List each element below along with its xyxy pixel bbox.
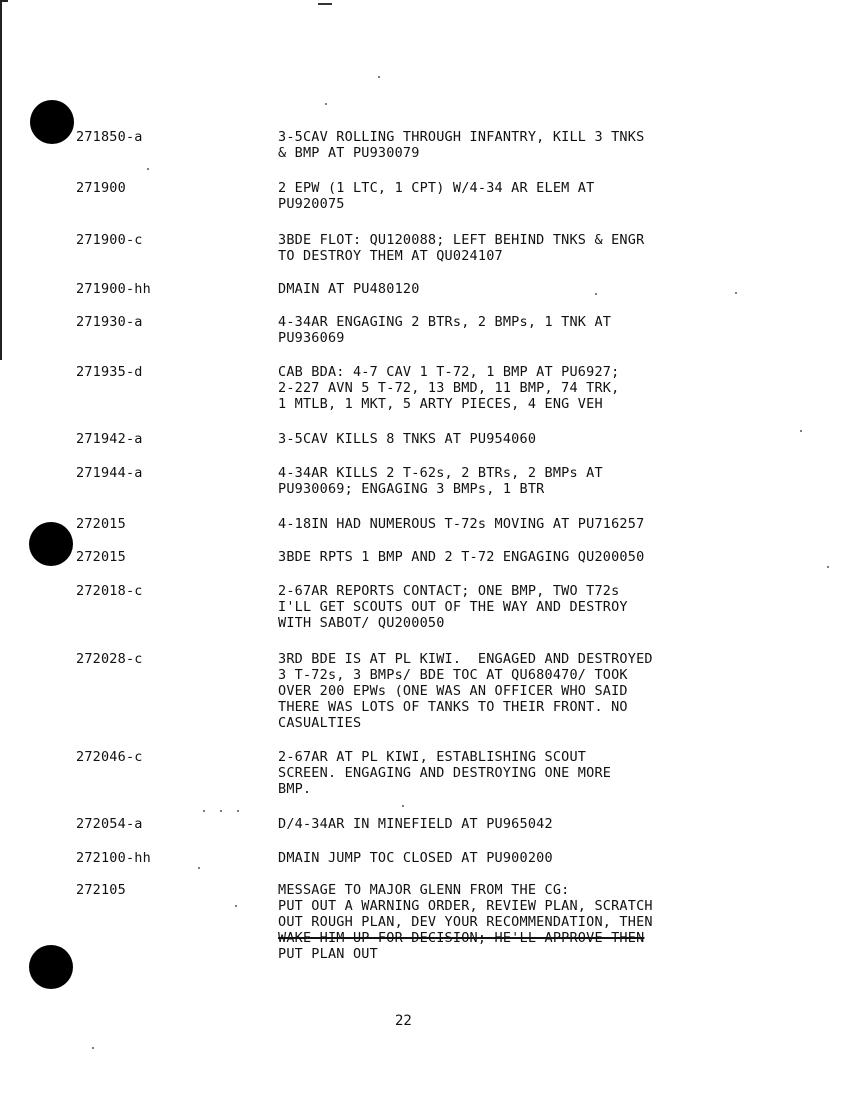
scan-speck: [595, 293, 597, 295]
binder-edge-line: [0, 0, 2, 360]
scan-speck: [735, 292, 737, 294]
scan-speck: [800, 430, 802, 432]
entry-time: 271944-a: [76, 465, 143, 481]
entry-text: 2-67AR REPORTS CONTACT; ONE BMP, TWO T72s I'LL GET SCOUTS OUT OF THE WAY AND DESTROY WITH SABOT/ QU200050: [278, 583, 628, 631]
scan-speck: [203, 810, 205, 812]
scan-speck: [147, 168, 149, 170]
entry-time: 272046-c: [76, 749, 143, 765]
entry-text: 3-5CAV KILLS 8 TNKS AT PU954060: [278, 431, 537, 447]
entry-time: 271900-hh: [76, 281, 151, 297]
scan-speck: [402, 805, 404, 807]
scan-speck: [92, 1047, 94, 1049]
entry-text: DMAIN JUMP TOC CLOSED AT PU900200: [278, 850, 553, 866]
entry-time: 272015: [76, 549, 126, 565]
binder-edge-tick: [0, 0, 8, 2]
punch-hole-top: [30, 100, 74, 144]
scan-mark: [318, 3, 332, 5]
scan-speck: [237, 810, 239, 812]
entry-time: 271935-d: [76, 364, 143, 380]
entry-text: 2 EPW (1 LTC, 1 CPT) W/4-34 AR ELEM AT PU920075: [278, 180, 595, 212]
entry-text: CAB BDA: 4-7 CAV 1 T-72, 1 BMP AT PU6927; 2-227 AVN 5 T-72, 13 BMD, 11 BMP, 74 TRK, 1 MTLB, 1 MKT, 5 ARTY PIECES, 4 ENG VEH: [278, 364, 620, 412]
entry-time: 272105: [76, 882, 126, 898]
entry-text: 2-67AR AT PL KIWI, ESTABLISHING SCOUT SCREEN. ENGAGING AND DESTROYING ONE MORE BMP.: [278, 749, 612, 797]
punch-hole-bottom: [29, 945, 73, 989]
punch-hole-middle: [29, 522, 73, 566]
entry-text: 3-5CAV ROLLING THROUGH INFANTRY, KILL 3 TNKS & BMP AT PU930079: [278, 129, 645, 161]
entry-time: 272054-a: [76, 816, 143, 832]
entry-time: 272028-c: [76, 651, 143, 667]
entry-text: 4-34AR ENGAGING 2 BTRs, 2 BMPs, 1 TNK AT PU936069: [278, 314, 612, 346]
scan-speck: [220, 810, 222, 812]
entry-text: 3RD BDE IS AT PL KIWI. ENGAGED AND DESTROYED 3 T-72s, 3 BMPs/ BDE TOC AT QU680470/ TOOK OVER 200 EPWs (ONE WAS AN OFFICER WHO SAID THERE WAS LOTS OF TANKS TO THEIR FRONT. NO CASUALTIES: [278, 651, 653, 731]
entry-text: 3BDE RPTS 1 BMP AND 2 T-72 ENGAGING QU200050: [278, 549, 645, 565]
entry-time: 271850-a: [76, 129, 143, 145]
entry-text: D/4-34AR IN MINEFIELD AT PU965042: [278, 816, 553, 832]
entry-text: DMAIN AT PU480120: [278, 281, 420, 297]
entry-text: 4-18IN HAD NUMEROUS T-72s MOVING AT PU716257: [278, 516, 645, 532]
entry-time: 272018-c: [76, 583, 143, 599]
entry-time: 272015: [76, 516, 126, 532]
entry-text: 3BDE FLOT: QU120088; LEFT BEHIND TNKS & ENGR TO DESTROY THEM AT QU024107: [278, 232, 645, 264]
scan-speck: [325, 103, 327, 105]
scan-speck: [827, 566, 829, 568]
entry-time: 271930-a: [76, 314, 143, 330]
entry-time: 271900: [76, 180, 126, 196]
scan-speck: [198, 867, 200, 869]
scan-speck: [235, 905, 237, 907]
entry-time: 272100-hh: [76, 850, 151, 866]
entry-time: 271942-a: [76, 431, 143, 447]
entry-time: 271900-c: [76, 232, 143, 248]
entry-text: 4-34AR KILLS 2 T-62s, 2 BTRs, 2 BMPs AT PU930069; ENGAGING 3 BMPs, 1 BTR: [278, 465, 603, 497]
struck-through-line: WAKE HIM UP FOR DECISION; HE'LL APPROVE THEN: [278, 930, 645, 946]
scan-speck: [378, 76, 380, 78]
entry-text: MESSAGE TO MAJOR GLENN FROM THE CG: PUT OUT A WARNING ORDER, REVIEW PLAN, SCRATCH OUT ROUGH PLAN, DEV YOUR RECOMMENDATION, THEN WAKE HIM UP FOR DECISION; HE'LL APPROVE THEN PUT PLAN OUT: [278, 882, 653, 962]
page-number: 22: [395, 1013, 412, 1029]
